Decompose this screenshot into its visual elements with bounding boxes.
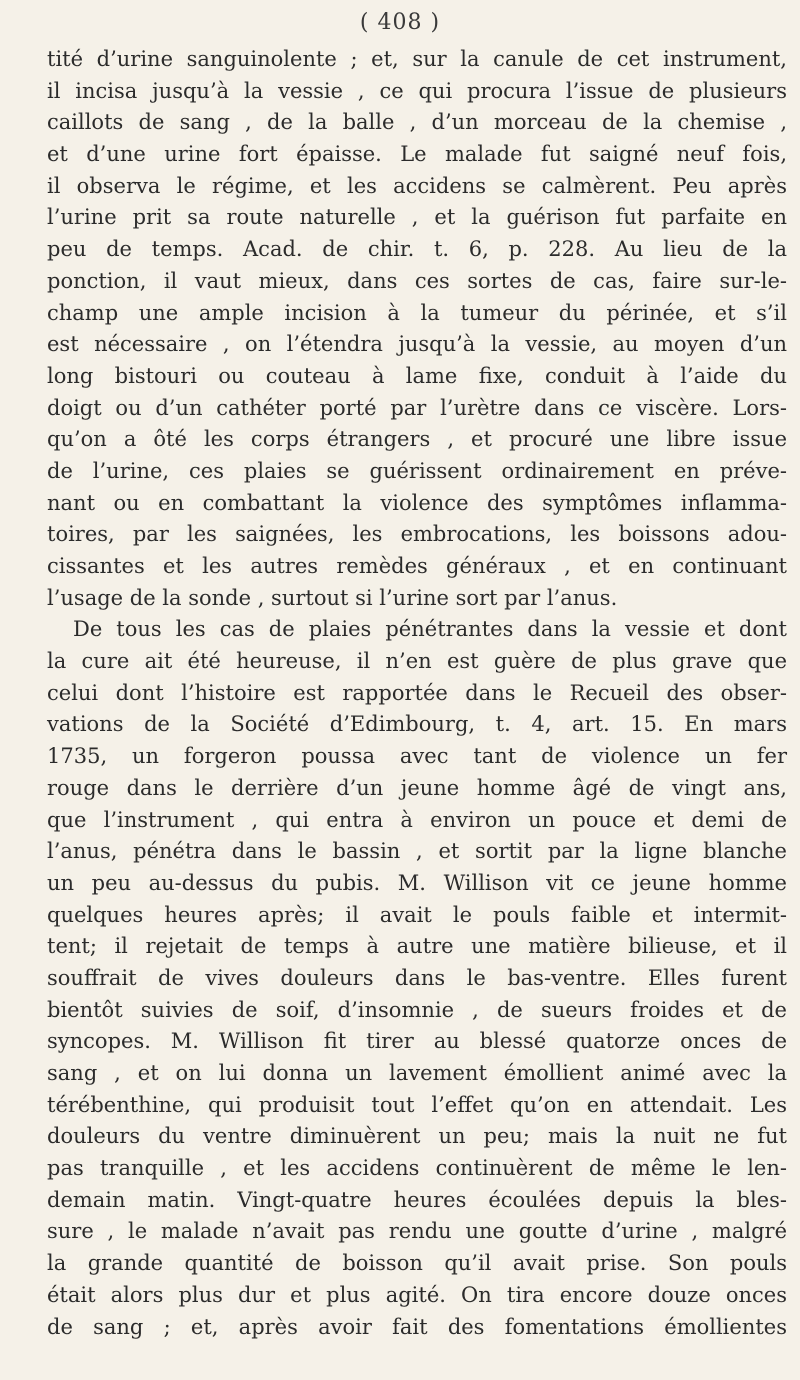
text-line: nant ou en combattant la violence des symptômes inflamma- — [47, 490, 787, 515]
text-line: de sang ; et, après avoir fait des fomentations émollientes — [47, 1314, 787, 1339]
text-line: et d’une urine fort épaisse. Le malade fut saigné neuf fois, — [47, 142, 787, 167]
text-line: rouge dans le derrière d’un jeune homme âgé de vingt ans, — [47, 775, 787, 800]
text-line: pas tranquille , et les accidens continuèrent de même le len- — [47, 1156, 787, 1181]
text-line: la cure ait été heureuse, il n’en est guère de plus grave que — [47, 649, 787, 674]
text-line: vations de la Société d’Edimbourg, t. 4, art. 15. En mars — [47, 712, 787, 737]
text-line: cissantes et les autres remèdes généraux , et en continuant — [47, 554, 787, 578]
text-line: 1735, un forgeron poussa avec tant de violence un fer — [47, 744, 787, 769]
text-line: sang , et on lui donna un lavement émollient animé avec la — [47, 1061, 787, 1085]
text-line: l’urine prit sa route naturelle , et la guérison fut parfaite en — [47, 205, 787, 230]
text-line: tité d’urine sanguinolente ; et, sur la canule de cet instrument, — [47, 47, 787, 71]
text-line: que l’instrument , qui entra à environ un pouce et demi de — [47, 807, 787, 832]
text-line: peu de temps. Acad. de chir. t. 6, p. 228. Au lieu de la — [47, 237, 787, 262]
text-line: tent; il rejetait de temps à autre une matière bilieuse, et il — [47, 934, 787, 959]
text-line: souffrait de vives douleurs dans le bas-ventre. Elles furent — [47, 965, 787, 990]
page-number: ( 408 ) — [359, 10, 441, 35]
text-line: champ une ample incision à la tumeur du périnée, et s’il — [47, 300, 787, 325]
text-line: De tous les cas de plaies pénétrantes dans la vessie et dont — [73, 617, 787, 642]
text-line: quelques heures après; il avait le pouls faible et intermit- — [47, 902, 787, 927]
text-line: il observa le régime, et les accidens se calmèrent. Peu après — [47, 173, 787, 198]
text-line: douleurs du ventre diminuèrent un peu; mais la nuit ne fut — [47, 1124, 787, 1149]
text-line: doigt ou d’un cathéter porté par l’urètre dans ce viscère. Lors- — [47, 395, 787, 420]
text-line: de l’urine, ces plaies se guérissent ordinairement en préve- — [47, 458, 787, 483]
text-line: l’anus, pénétra dans le bassin , et sortit par la ligne blanche — [47, 839, 787, 864]
text-line: celui dont l’histoire est rapportée dans le Recueil des obser- — [47, 680, 787, 705]
text-line: long bistouri ou couteau à lame fixe, conduit à l’aide du — [47, 363, 787, 388]
text-line: sure , le malade n’avait pas rendu une goutte d’urine , malgré — [47, 1219, 787, 1244]
text-line: l’usage de la sonde , surtout si l’urine sort par l’anus. — [47, 585, 618, 610]
text-line: un peu au-dessus du pubis. M. Willison vit ce jeune homme — [47, 870, 787, 895]
text-line: toires, par les saignées, les embrocations, les boissons adou- — [47, 522, 787, 547]
text-line: ponction, il vaut mieux, dans ces sortes de cas, faire sur-le- — [47, 268, 787, 293]
text-line: il incisa jusqu’à la vessie , ce qui procura l’issue de plusieurs — [47, 78, 787, 103]
text-line: syncopes. M. Willison fit tirer au blessé quatorze onces de — [47, 1029, 787, 1054]
text-line: la grande quantité de boisson qu’il avait prise. Son pouls — [47, 1251, 787, 1276]
text-line: caillots de sang , de la balle , d’un morceau de la chemise , — [47, 110, 787, 135]
text-line: térébenthine, qui produisit tout l’effet qu’on en attendait. Les — [47, 1092, 787, 1117]
text-line: était alors plus dur et plus agité. On tira encore douze onces — [47, 1282, 787, 1307]
text-line: qu’on a ôté les corps étrangers , et procuré une libre issue — [47, 427, 787, 452]
text-line: est nécessaire , on l’étendra jusqu’à la vessie, au moyen d’un — [47, 332, 787, 357]
text-line: demain matin. Vingt-quatre heures écoulées depuis la bles- — [47, 1187, 787, 1212]
body-text — [47, 44, 787, 1343]
text-line: bientôt suivies de soif, d’insomnie , de sueurs froides et de — [47, 997, 787, 1022]
